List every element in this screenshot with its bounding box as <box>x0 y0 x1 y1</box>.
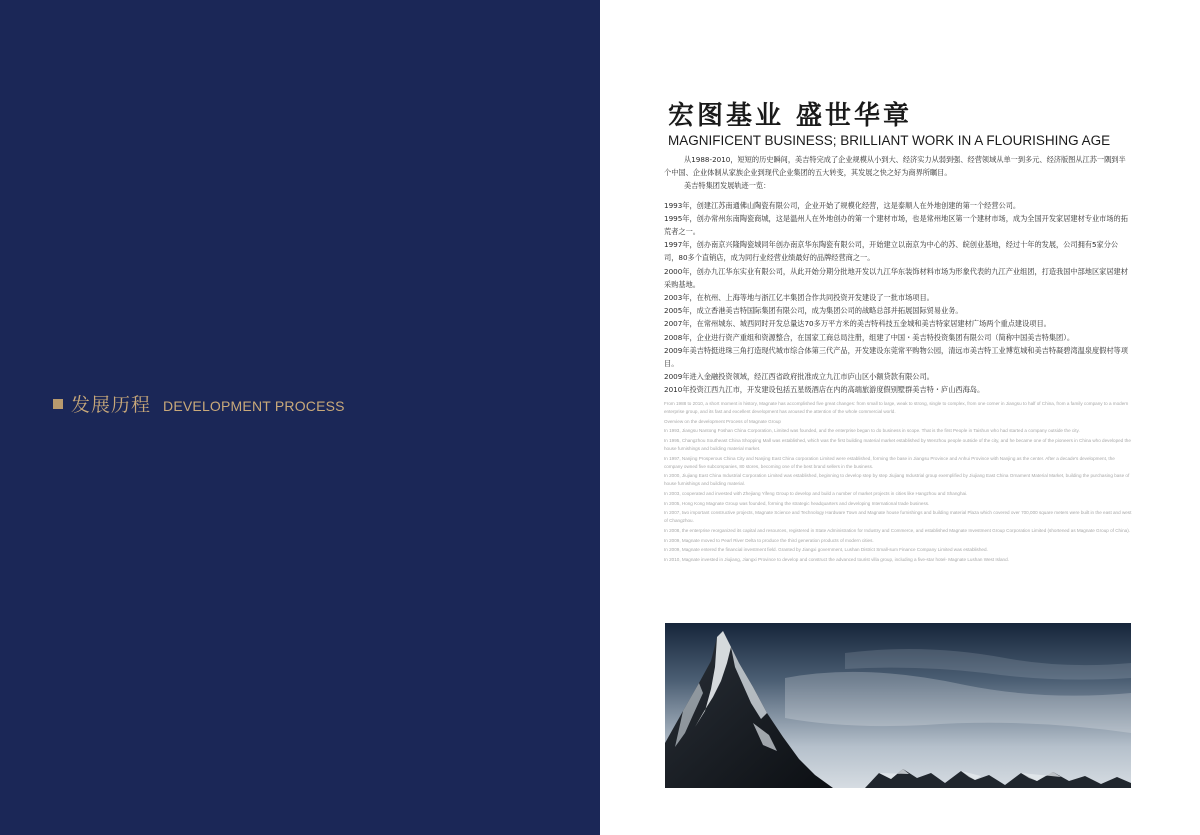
timeline-item: 1997年，创办南京兴隆陶瓷城同年创办南京华东陶瓷有限公司，开始建立以南京为中心的苏、皖创业基地，经过十年的发展，公司拥有5家分公司，80多个直销店，成为同行业经营业绩最好的品牌经营商之一。 <box>664 240 1119 263</box>
en-paragraph: In 1993, Jiangsu Nantong Foshan China Corporation, Limited was founded, and the enterprise began to do business in scope. That is the first People in Taishun who had started a company outside the city. <box>664 428 1080 434</box>
chinese-body <box>664 153 1132 397</box>
square-bullet-icon <box>53 399 63 409</box>
section-label <box>53 390 345 417</box>
en-paragraph: In 2003, cooperated and invested with Zhejiang Yifeng Group to develop and build a number of market projects in cities like Hangzhou and Shanghai. <box>664 490 968 496</box>
timeline-item: 1995年，创办常州东南陶瓷商城，这是温州人在外地创办的第一个建材市场，也是常州地区第一个建材市场，成为全国开发家居建材专业市场的拓荒者之一。 <box>664 213 1128 237</box>
section-label-en: DEVELOPMENT PROCESS <box>163 398 345 414</box>
timeline-item: 2005年，成立香港美吉特国际集团有限公司，成为集团公司的战略总部并拓展国际贸易业务。 <box>664 306 963 316</box>
en-paragraph: From 1988 to 2010, a short moment in history, Magnate has accomplished five great changes: from small to large, weak to strong, single to complex, from one corner in Jiangsu to half of China, from a family company to a modern enterprise group, and its fast and excellent development has aroused the attention of the whole commercial world. <box>664 401 1129 414</box>
en-paragraph: In 1997, Nanjing Prosperous China City and Nanjing East China corporation Limited were established, forming the base in Jiangsu Province and Anhui Province with Nanjing as the center. After a decade's development, the company owned five subcompanies, 80 stores, becoming one of the best brand sellers in the business. <box>664 455 1115 469</box>
timeline-item: 2000年，创办九江华东实业有限公司，从此开始分期分批地开发以九江华东装饰材料市场为形象代表的九江产业组团，打造我国中部地区家居建材采购基地。 <box>664 266 1128 289</box>
right-page <box>600 0 1200 835</box>
english-body <box>664 400 1132 566</box>
en-paragraph: In 2010, Magnate invested in Jiujiang, Jiangxi Province to develop and construct the advanced tourist villa group, including a five-star hotel- Magnate Lushan West Island. <box>664 556 1009 562</box>
en-paragraph: In 1995, Changzhou Southeast China Shopping Mall was established, which was the first building material market established by Wenzhou people outside of the city, and he became one of the pioneers in China who developed the house furnishings and building material market. <box>664 438 1131 451</box>
timeline-item: 1993年，创建江苏南通佛山陶瓷有限公司，企业开始了规模化经营，这是泰顺人在外地创建的第一个经营公司。 <box>664 200 1021 210</box>
en-paragraph: In 2000, Jiujiang East China Industrial Corporation Limited was established, beginning to develop step by step Jiujiang Industrial group exemplified by Jiujiang East China Ornament Material Market, building the purchasing base of house furnishings and building material. <box>664 473 1130 487</box>
intro-paragraph: 从1988-2010，短短的历史瞬间，美吉特完成了企业规模从小到大、经济实力从弱到强、经营领域从单一到多元、经济版图从江苏一隅到半个中国、企业体制从家族企业到现代企业集团的五大转变，其发展之快之好为商界所瞩目。 <box>664 155 1126 178</box>
overview-line: 美吉特集团发展轨迹一览： <box>684 181 771 191</box>
mountain-photo <box>665 623 1131 788</box>
timeline-item: 2010年投资江西九江市，开发建设包括五星级酒店在内的高端旅游度假别墅群美吉特・庐山西海岛。 <box>664 385 985 395</box>
timeline-item: 2007年，在常州城东、城西同时开发总量达70多万平方米的美吉特科技五金城和美吉特家居建材广场两个重点建设项目。 <box>664 319 1051 329</box>
page-title-en: MAGNIFICENT BUSINESS; BRILLIANT WORK IN A FLOURISHING AGE <box>668 133 1111 148</box>
en-paragraph: In 2005, Hong Kong Magnate Group was founded, forming the strategic headquarters and developing International trade business. <box>664 500 930 506</box>
page-title-cn: 宏图基业 盛世华章 <box>668 101 913 131</box>
timeline-item: 2008年，企业进行资产重组和资源整合，在国家工商总局注册，组建了中国・美吉特投资集团有限公司（简称中国美吉特集团）。 <box>664 332 1075 342</box>
en-paragraph: In 2007, two important constructive projects, Magnate Science and Technology Hardware Town and Magnate house furnishings and building material Plaza which covered over 700,000 square meters were built in the east and west of Changzhou. <box>664 510 1132 524</box>
timeline-item: 2003年，在杭州、上海等地与浙江亿丰集团合作共同投资开发建设了一批市场项目。 <box>664 293 934 303</box>
en-paragraph: In 2009, Magnate entered the financial investment field. Granted by Jiangxi government, Lushan District Small-sum Finance Company Limited was established. <box>664 547 988 553</box>
en-paragraph: In 2009, Magnate moved to Pearl River Delta to produce the third generation products of modern cities. <box>664 537 874 543</box>
en-paragraph: Overview on the development Process of Magnate Group <box>664 418 781 424</box>
timeline-item: 2009年进入金融投资领域，经江西省政府批准成立九江市庐山区小额贷款有限公司。 <box>664 372 934 382</box>
timeline-item: 2009年美吉特挺进珠三角打造现代城市综合体第三代产品，开发建设东莞常平购物公园，清远市美吉特工业博览城和美吉特凝碧湾温泉度假村等项目。 <box>664 345 1128 369</box>
en-paragraph: In 2008, the enterprise reorganized its capital and resources, registered in State Administration for Industry and Commerce, and established Magnate Investment Group Corporation Limited (shortened as Magnate Group of China). <box>664 527 1131 533</box>
section-label-cn: 发展历程 <box>71 394 152 416</box>
